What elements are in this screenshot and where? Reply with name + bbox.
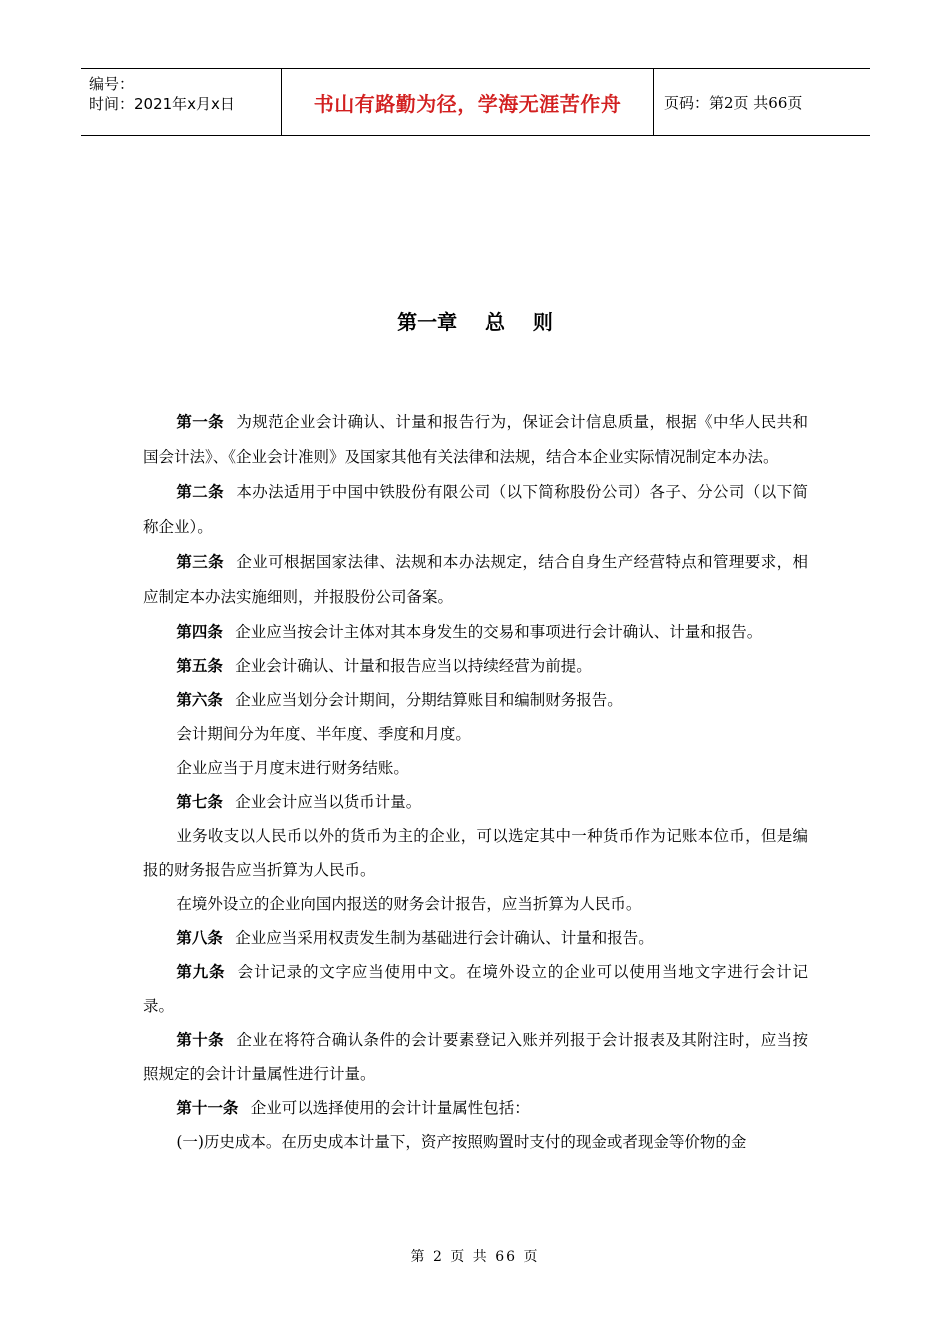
paragraph (143, 545, 808, 615)
document-time-label: 时间：2021年x月x日 (89, 95, 235, 113)
document-body (143, 405, 808, 1159)
page-code-label: 页码：第2页 共66页 (664, 93, 803, 112)
paragraph-text: 企业在将符合确认条件的会计要素登记入账并列报于会计报表及其附注时，应当按照规定的会计计量属性进行计量。 (143, 1031, 808, 1083)
paragraph-text: 企业可以选择使用的会计计量属性包括： (250, 1099, 530, 1117)
document-number-label: 编号： (89, 75, 135, 93)
paragraph-text: 企业应当划分会计期间，分期结算账目和编制财务报告。 (235, 691, 623, 709)
paragraph-text: 企业应当采用权责发生制为基础进行会计确认、计量和报告。 (235, 929, 654, 947)
paragraph-text: 企业可根据国家法律、法规和本办法规定，结合自身生产经营特点和管理要求，相应制定本办法实施细则，并报股份公司备案。 (143, 553, 808, 606)
paragraph (143, 1125, 808, 1159)
page-footer: 第 2 页 共 66 页 (410, 1249, 540, 1265)
article-number: 第一条 (176, 413, 224, 431)
motto-text: 书山有路勤为径，学海无涯苦作舟 (313, 91, 622, 116)
chapter-title: 第一章 总 则 (397, 310, 553, 334)
paragraph-text: 本办法适用于中国中铁股份有限公司（以下简称股份公司）各子、分公司（以下简称企业）。 (143, 483, 808, 536)
article-number: 第十条 (176, 1031, 224, 1049)
paragraph-text: 企业应当按会计主体对其本身发生的交易和事项进行会计确认、计量和报告。 (235, 623, 763, 641)
paragraph (143, 921, 808, 955)
paragraph (143, 819, 808, 887)
header-motto-cell (282, 69, 654, 135)
paragraph-text: 在境外设立的企业向国内报送的财务会计报告，应当折算为人民币。 (176, 895, 642, 913)
paragraph-text: 业务收支以人民币以外的货币为主的企业，可以选定其中一种货币作为记账本位币，但是编报的财务报告应当折算为人民币。 (143, 827, 808, 879)
paragraph (143, 955, 808, 1023)
article-number: 第六条 (176, 691, 223, 709)
paragraph (143, 887, 808, 921)
paragraph (143, 751, 808, 785)
paragraph (143, 1091, 808, 1125)
header-meta-cell (81, 69, 282, 135)
paragraph (143, 649, 808, 683)
article-number: 第九条 (176, 963, 226, 981)
header-page-cell (654, 69, 870, 135)
paragraph (143, 717, 808, 751)
paragraph-text: 企业会计应当以货币计量。 (235, 793, 422, 811)
paragraph-text: 企业会计确认、计量和报告应当以持续经营为前提。 (235, 657, 592, 675)
article-number: 第四条 (176, 623, 223, 641)
paragraph (143, 683, 808, 717)
header-table (81, 68, 870, 136)
paragraph-text: 会计记录的文字应当使用中文。在境外设立的企业可以使用当地文字进行会计记录。 (143, 963, 808, 1015)
article-number: 第三条 (176, 553, 224, 571)
article-number: 第五条 (176, 657, 223, 675)
paragraph-text: 为规范企业会计确认、计量和报告行为，保证会计信息质量，根据《中华人民共和国会计法》、《企业会计准则》及国家其他有关法律和法规，结合本企业实际情况制定本办法。 (143, 413, 808, 466)
paragraph (143, 475, 808, 545)
article-number: 第八条 (176, 929, 223, 947)
article-number: 第二条 (176, 483, 224, 501)
paragraph-text: 企业应当于月度末进行财务结账。 (176, 759, 409, 777)
paragraph-text: 会计期间分为年度、半年度、季度和月度。 (176, 725, 471, 743)
paragraph (143, 1023, 808, 1091)
article-number: 第十一条 (176, 1099, 239, 1117)
paragraph (143, 615, 808, 649)
paragraph (143, 405, 808, 475)
paragraph-text: (一)历史成本。在历史成本计量下，资产按照购置时支付的现金或者现金等价物的金 (176, 1133, 747, 1151)
paragraph (143, 785, 808, 819)
article-number: 第七条 (176, 793, 223, 811)
